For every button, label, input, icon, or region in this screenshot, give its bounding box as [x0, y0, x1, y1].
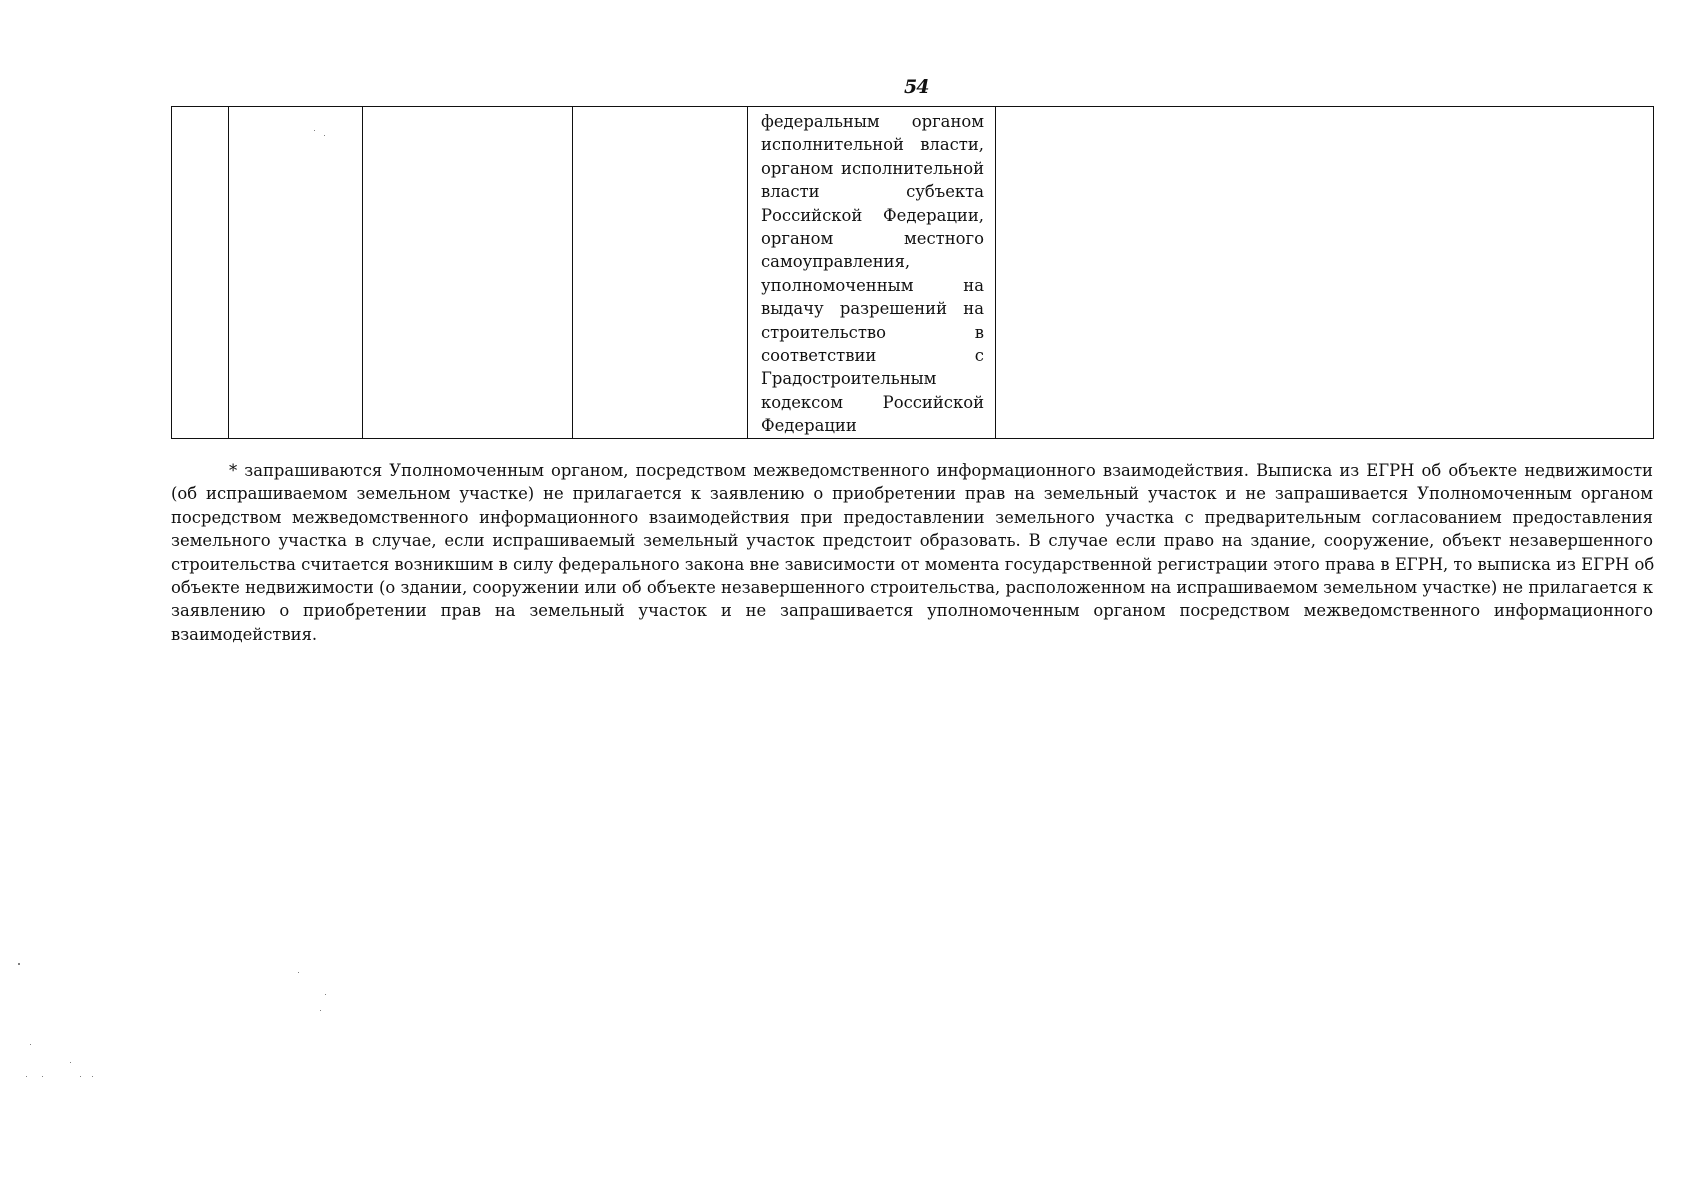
scan-speck	[70, 1062, 71, 1063]
cell-text-line: органом исполнительной	[761, 158, 984, 178]
scan-speck	[18, 963, 20, 965]
scan-speck	[30, 1044, 31, 1045]
cell-text-line: власти субъекта	[761, 182, 984, 202]
scan-speck	[324, 135, 325, 136]
footnote-line: строительства считается возникшим в силу федерального закона вне зависимости от момента государственной регистрации этого права в ЕГРН, то выписка из ЕГРН об	[171, 554, 1655, 574]
cell-text-line: федеральным органом	[761, 112, 984, 131]
scan-speck	[92, 1076, 93, 1077]
scan-speck	[298, 972, 299, 973]
footnote-line: земельного участка в случае, если испрашиваемый земельный участок предстоит образовать. В случае если право на здание, сооружение, объект незавершенного	[171, 531, 1653, 551]
table-cell-issuing-authority	[748, 107, 996, 439]
scan-speck	[314, 130, 315, 131]
scan-speck	[26, 1076, 27, 1077]
document-table	[171, 106, 1654, 439]
footnote-line: (об испрашиваемом земельном участке) не прилагается к заявлению о приобретении прав на земельный участок и не запрашивается Уполномоченным органом	[171, 484, 1653, 504]
table-cell-col-1	[172, 107, 229, 439]
page-number: 54	[904, 76, 929, 98]
table-cell-col-2	[229, 107, 363, 439]
cell-text-line: Федерации	[761, 416, 857, 436]
table-row	[172, 107, 1654, 439]
footnote-line: взаимодействия.	[171, 624, 318, 644]
table-cell-col-3	[363, 107, 573, 439]
scan-speck	[320, 1010, 321, 1011]
footnote-line: * запрашиваются Уполномоченным органом, посредством межведомственного информационного взаимодействия. Выписка из ЕГРН об объекте недвижимости	[229, 461, 1653, 480]
cell-text-line: строительство в	[761, 322, 984, 342]
table-cell-col-6	[996, 107, 1654, 439]
cell-text-line: самоуправления,	[761, 252, 911, 272]
footnote-line: заявлению о приобретении прав на земельный участок и не запрашивается уполномоченным органом посредством межведомственного информационного	[171, 601, 1653, 621]
footnote	[171, 459, 1653, 646]
cell-text-line: органом местного	[761, 229, 984, 249]
scan-speck	[325, 994, 326, 995]
cell-text-line: исполнительной власти,	[761, 135, 984, 155]
cell-text-line: Российской Федерации,	[761, 205, 984, 225]
cell-text-line: уполномоченным на	[761, 275, 984, 295]
cell-text-line: соответствии с	[761, 346, 984, 366]
footnote-line: объекте недвижимости (о здании, сооружении или об объекте незавершенного строительства, расположенном на испрашиваемом земельном участке) не прилагается к	[171, 578, 1653, 598]
scan-speck	[80, 1076, 81, 1077]
scan-speck	[42, 1076, 43, 1077]
table-cell-col-4	[573, 107, 748, 439]
cell-text-line: выдачу разрешений на	[761, 299, 984, 319]
cell-text-line: кодексом Российской	[761, 392, 984, 412]
footnote-line: посредством межведомственного информационного взаимодействия при предоставлении земельного участка с предварительным согласованием предоставления	[171, 507, 1653, 527]
cell-text-line: Градостроительным	[761, 369, 937, 389]
